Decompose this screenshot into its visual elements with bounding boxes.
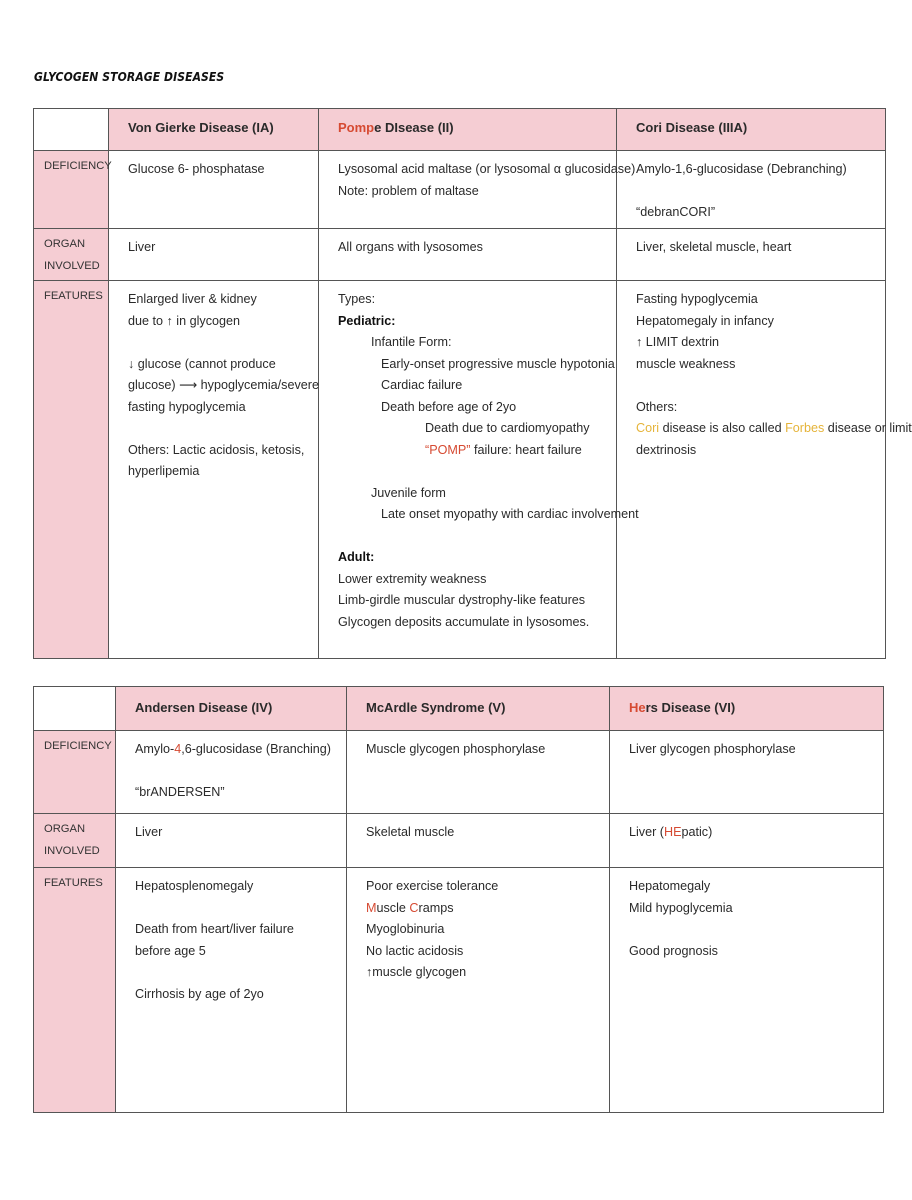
row-label-text: DEFICIENCY (44, 160, 112, 172)
text-line: Types: (338, 292, 376, 306)
row-label-features (34, 281, 109, 659)
text-line: due to ↑ in glycogen (128, 313, 241, 328)
organ-row (34, 814, 884, 868)
cell-deficiency-von-gierke (109, 151, 319, 229)
cell-organ-hers (610, 814, 884, 868)
text-line: before age 5 (135, 943, 206, 958)
text-line: Muscle glycogen phosphorylase (366, 742, 546, 756)
header-von-gierke (109, 109, 319, 151)
text-fragment: Liver ( (629, 825, 664, 839)
header-andersen (116, 687, 347, 731)
highlight-text: M (366, 900, 377, 915)
text-fragment: ramps (418, 900, 454, 915)
header-pompe (319, 109, 617, 151)
text-line (366, 898, 599, 920)
text-line: Liver glycogen phosphorylase (629, 742, 796, 756)
cell-features-andersen (116, 868, 347, 1113)
row-label-text: INVOLVED (44, 259, 100, 272)
text-line: fasting hypoglycemia (128, 399, 246, 414)
cell-organ-cori (617, 229, 886, 281)
cell-deficiency-mcardle (347, 731, 610, 814)
header-label: Cori Disease (IIIA) (636, 120, 748, 135)
cell-organ-von-gierke (109, 229, 319, 281)
row-label-deficiency (34, 151, 112, 229)
text-line: No lactic acidosis (366, 943, 464, 958)
text-fragment: patic) (681, 825, 713, 839)
text-line: Hepatomegaly (629, 879, 711, 893)
text-fragment: uscle (376, 900, 410, 915)
text-line: “debranCORI” (636, 205, 716, 219)
row-label-organ (34, 229, 109, 281)
text-line: Infantile Form: (371, 335, 452, 349)
row-label-text: DEFICIENCY (44, 740, 112, 752)
cell-deficiency-hers (610, 731, 884, 814)
text-line: Note: problem of maltase (338, 183, 479, 198)
text-line: Cirrhosis by age of 2yo (135, 986, 264, 1001)
header-label: Von Gierke Disease (IA) (128, 120, 274, 135)
text-line: hyperlipemia (128, 464, 200, 478)
text-line: Late onset myopathy with cardiac involvement (381, 507, 639, 521)
text-line: Mild hypoglycemia (629, 900, 733, 915)
text-line: Fasting hypoglycemia (636, 292, 758, 306)
text-line: Cardiac failure (381, 378, 463, 392)
cell-deficiency-cori (617, 151, 886, 229)
text-line: Glycogen deposits accumulate in lysosomes. (338, 614, 590, 629)
text-line: “brANDERSEN” (135, 785, 225, 799)
cell-features-von-gierke (109, 281, 319, 659)
highlight-text: C (409, 900, 419, 915)
text-line: Lower extremity weakness (338, 571, 487, 586)
subheading-pediatric: Pediatric: (338, 313, 396, 328)
row-label-deficiency (34, 731, 116, 814)
text-line (338, 440, 606, 462)
corner-cell (34, 109, 109, 151)
cell-features-cori (617, 281, 912, 659)
header-label: e DIsease (II) (374, 120, 454, 135)
text-line: Poor exercise tolerance (366, 879, 499, 893)
text-line (636, 418, 912, 440)
text-line: All organs with lysosomes (338, 240, 483, 254)
header-highlight: Pomp (338, 120, 375, 135)
text-line (135, 739, 336, 761)
text-line: Limb-girdle muscular dystrophy-like features (338, 593, 586, 607)
header-hers (610, 687, 884, 731)
highlight-text: “POMP” (425, 442, 471, 457)
header-label: Andersen Disease (IV) (135, 700, 273, 715)
text-line: muscle weakness (636, 356, 736, 371)
cell-features-hers (610, 868, 884, 1113)
text-line: Early-onset progressive muscle hypotonia (381, 356, 615, 371)
text-line: Juvenile form (371, 485, 446, 500)
text-line: Amylo-1,6-glucosidase (Debranching) (636, 162, 847, 176)
features-row (34, 281, 886, 659)
text-line: Others: Lactic acidosis, ketosis, (128, 442, 305, 457)
text-line: Death from heart/liver failure (135, 922, 294, 936)
cell-deficiency-pompe (319, 151, 636, 229)
document-title: GLYCOGEN STORAGE DISEASES (34, 70, 225, 84)
text-line: ↓ glucose (cannot produce (128, 356, 276, 371)
text-line: Lysosomal acid maltase (or lysosomal α glucosidase) (338, 162, 636, 176)
text-line: Hepatomegaly in infancy (636, 313, 774, 328)
text-line: Liver (135, 825, 163, 839)
cell-features-pompe (319, 281, 639, 659)
cell-organ-mcardle (347, 814, 610, 868)
row-label-features (34, 868, 116, 1113)
text-line: Glucose 6- phosphatase (128, 162, 265, 176)
deficiency-row (34, 151, 886, 229)
text-fragment: failure: heart failure (470, 442, 582, 457)
text-line (629, 822, 873, 844)
header-mcardle (347, 687, 610, 731)
deficiency-row (34, 731, 884, 814)
text-line: ↑muscle glycogen (366, 965, 467, 979)
row-label-text: ORGAN (44, 238, 86, 250)
cell-deficiency-andersen (116, 731, 347, 814)
text-line: Skeletal muscle (366, 825, 455, 839)
header-highlight: He (629, 700, 646, 715)
header-row (34, 687, 884, 731)
text-line: Myoglobinuria (366, 922, 445, 936)
highlight-text: Forbes (785, 421, 825, 435)
text-fragment: ,6-glucosidase (Branching) (181, 742, 332, 756)
header-label: McArdle Syndrome (V) (366, 700, 506, 715)
highlight-text: Cori (636, 421, 660, 435)
highlight-text: HE (664, 825, 682, 839)
header-label: rs Disease (VI) (645, 700, 736, 715)
text-line: Death before age of 2yo (381, 399, 517, 414)
text-fragment: Amylo- (135, 742, 175, 756)
cell-organ-andersen (116, 814, 347, 868)
cell-features-mcardle (347, 868, 610, 1113)
row-label-text: FEATURES (44, 290, 103, 302)
text-line: Enlarged liver & kidney (128, 292, 257, 306)
gsd-table-2 (33, 686, 884, 1113)
text-line: Hepatosplenomegaly (135, 879, 254, 893)
row-label-text: ORGAN (44, 823, 86, 835)
text-fragment: disease is also called (659, 421, 786, 435)
text-line: Liver (128, 240, 156, 254)
row-label-text: INVOLVED (44, 844, 100, 857)
text-line: Others: (636, 399, 678, 414)
text-fragment: disease or limit (824, 421, 912, 435)
text-line: ↑ LIMIT dextrin (636, 335, 720, 349)
highlight-text: 4 (174, 742, 182, 756)
text-line: Good prognosis (629, 943, 718, 958)
text-line: Liver, skeletal muscle, heart (636, 240, 792, 254)
features-row (34, 868, 884, 1113)
row-label-organ (34, 814, 116, 868)
text-line: dextrinosis (636, 442, 697, 457)
corner-cell (34, 687, 116, 731)
header-row (34, 109, 886, 151)
text-line: glucose) ⟶ hypoglycemia/severe (128, 378, 319, 392)
header-cori (617, 109, 886, 151)
subheading-adult: Adult: (338, 550, 375, 564)
cell-organ-pompe (319, 229, 617, 281)
row-label-text: FEATURES (44, 877, 103, 889)
gsd-table-1 (33, 108, 912, 659)
text-line: Death due to cardiomyopathy (425, 421, 590, 435)
organ-row (34, 229, 886, 281)
